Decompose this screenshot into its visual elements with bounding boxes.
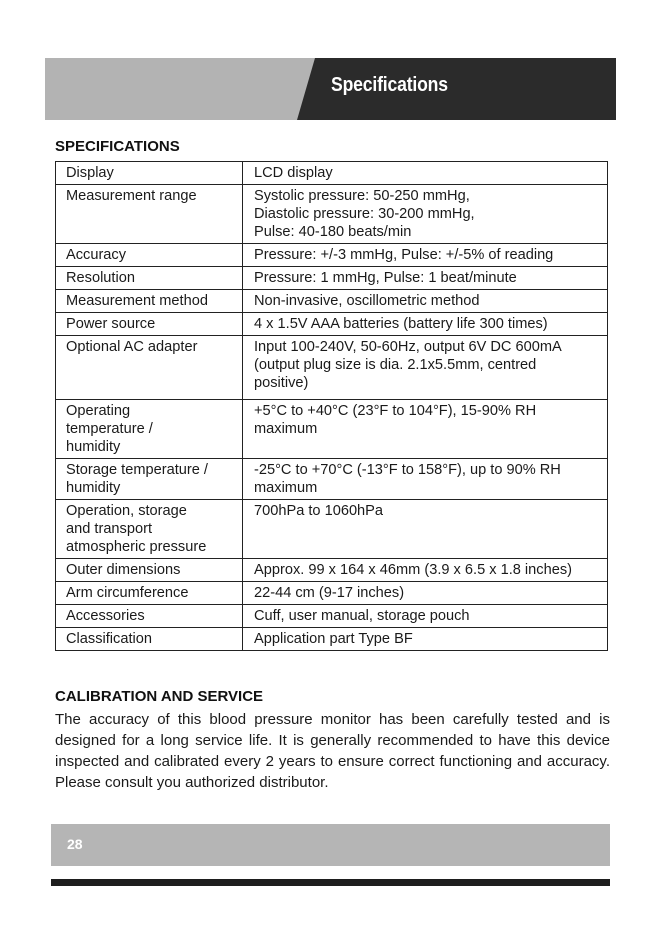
footer-bar [51, 824, 610, 866]
spec-value: Non-invasive, oscillometric method [243, 290, 608, 313]
calibration-heading: CALIBRATION AND SERVICE [55, 688, 264, 705]
spec-value: 22-44 cm (9-17 inches) [243, 582, 608, 605]
spec-value: Pressure: 1 mmHg, Pulse: 1 beat/minute [243, 267, 608, 290]
spec-value: Systolic pressure: 50-250 mmHg, Diastolic pressure: 30-200 mmHg, Pulse: 40-180 beats/min [243, 185, 608, 244]
table-row [56, 582, 608, 605]
spec-label: Power source [56, 313, 243, 336]
page-number: 28 [67, 836, 83, 852]
spec-value: Approx. 99 x 164 x 46mm (3.9 x 6.5 x 1.8 inches) [243, 559, 608, 582]
spec-label: Measurement method [56, 290, 243, 313]
spec-value: Cuff, user manual, storage pouch [243, 605, 608, 628]
spec-value: Pressure: +/-3 mmHg, Pulse: +/-5% of reading [243, 244, 608, 267]
page-title: Specifications [331, 74, 448, 96]
table-row [56, 290, 608, 313]
table-row [56, 400, 608, 459]
bottom-rule [51, 879, 610, 886]
table-row [56, 244, 608, 267]
spec-value: 700hPa to 1060hPa [243, 500, 608, 559]
spec-label: Operating temperature / humidity [56, 400, 243, 459]
spec-label: Classification [56, 628, 243, 651]
spec-label: Optional AC adapter [56, 336, 243, 400]
table-row [56, 336, 608, 400]
spec-label: Accuracy [56, 244, 243, 267]
table-row [56, 559, 608, 582]
table-row [56, 605, 608, 628]
spec-value: LCD display [243, 162, 608, 185]
table-row [56, 500, 608, 559]
calibration-paragraph: The accuracy of this blood pressure monitor has been carefully tested and is designed for a long service life. It is generally recommended to have this device inspected and calibrated every 2 years to ensure correct functioning and accuracy. Please consult you authorized distributor. [55, 711, 610, 791]
table-row [56, 185, 608, 244]
specifications-table [55, 161, 608, 651]
spec-value: +5°C to +40°C (23°F to 104°F), 15-90% RH maximum [243, 400, 608, 459]
spec-label: Operation, storage and transport atmospheric pressure [56, 500, 243, 559]
spec-label: Measurement range [56, 185, 243, 244]
spec-value: -25°C to +70°C (-13°F to 158°F), up to 90% RH maximum [243, 459, 608, 500]
specifications-heading: SPECIFICATIONS [55, 138, 180, 155]
spec-label: Arm circumference [56, 582, 243, 605]
spec-value: Input 100-240V, 50-60Hz, output 6V DC 600mA (output plug size is dia. 2.1x5.5mm, centred positive) [243, 336, 608, 400]
spec-value: Application part Type BF [243, 628, 608, 651]
table-row [56, 313, 608, 336]
spec-label: Outer dimensions [56, 559, 243, 582]
table-row [56, 459, 608, 500]
spec-label: Accessories [56, 605, 243, 628]
spec-label: Resolution [56, 267, 243, 290]
table-row [56, 267, 608, 290]
spec-label: Storage temperature / humidity [56, 459, 243, 500]
spec-value: 4 x 1.5V AAA batteries (battery life 300 times) [243, 313, 608, 336]
table-row [56, 628, 608, 651]
table-row [56, 162, 608, 185]
spec-label: Display [56, 162, 243, 185]
